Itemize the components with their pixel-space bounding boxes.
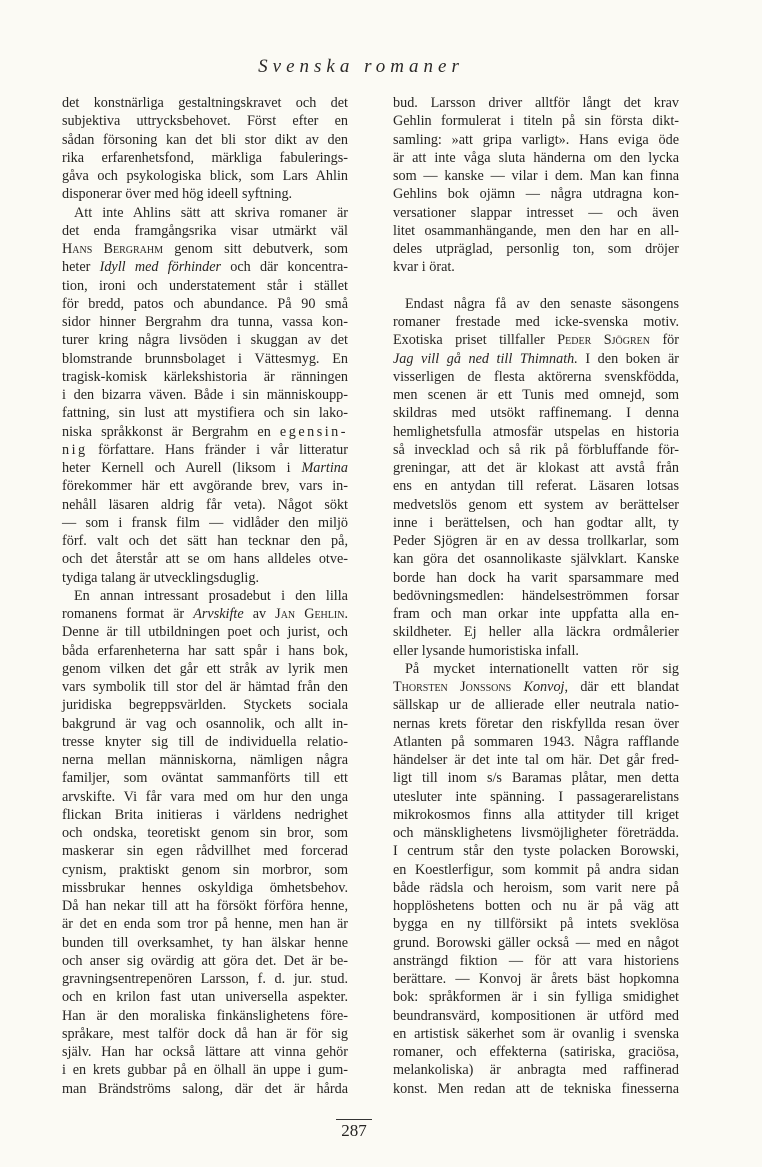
text-line — [393, 678, 679, 696]
text-line: Peder Sjögren är en av dessa trollkarlar, som — [393, 533, 679, 549]
text-line: disponerar över med hög ideell syftning. — [62, 186, 293, 203]
text-run: Exotiska priset tillfaller — [393, 332, 558, 349]
page-number: 287 — [336, 1119, 372, 1141]
text-line: och ondska, teoretiskt genom sin bror, som — [62, 825, 348, 841]
text-line: visserligen de flesta aktörerna svenskfödda, — [393, 368, 679, 385]
text-line: själv. Han har också lättare att vinna gehör — [62, 1044, 348, 1060]
text-line: bunden till overksamhet, ty han älskar henne — [62, 934, 348, 951]
italic-title: Idyll med förhinder — [99, 259, 222, 276]
text-line: och mänsklighetens livsmöjligheter företrädda. — [393, 825, 679, 841]
text-run: genom sitt debutverk, som — [163, 241, 348, 257]
running-head: Svenska romaner — [258, 56, 464, 77]
text-run: heter — [62, 259, 100, 276]
text-run: och där koncentra- — [221, 259, 348, 276]
text-line — [62, 240, 348, 258]
text-run: för — [649, 332, 679, 349]
text-line — [393, 331, 679, 349]
text-line — [62, 459, 348, 477]
author-name: Peder Sjögren — [557, 332, 650, 349]
text-line: ansträngd fiktion — för att vara historiens — [393, 952, 679, 969]
text-line — [393, 350, 679, 368]
text-line: hemlighetsfulla atmosfär utspelas en historia — [393, 423, 679, 440]
text-line: i en krets gubbar på en ölhall än uppe i gum- — [62, 1062, 348, 1079]
text-line: Då han nekar till att ha försökt förföra henne, — [62, 898, 348, 914]
paragraph — [62, 204, 348, 587]
text-line: det konstnärliga gestaltningskravet och det — [62, 95, 348, 111]
text-line: Han är den moraliska finkänslighetens före- — [62, 1007, 348, 1024]
text-line: I centrum står den tyste polacken Borowski, — [393, 843, 679, 860]
text-line: nernas krets företar den riskfyllda resan över — [393, 715, 679, 732]
text-line: eller lysande humoristiska infall. — [393, 642, 579, 659]
text-line: är det en enda som tror på henne, men han är — [62, 916, 348, 933]
text-line: förf. valt och det sätt han tecknar den på, — [62, 533, 348, 549]
text-line — [62, 258, 348, 276]
text-run: författare. Hans fränder i vår litteratur — [87, 441, 348, 458]
text-line: det enda framgångsrika visar utmärkt väl — [62, 222, 348, 239]
text-run: . — [344, 606, 348, 622]
text-line: mikrokosmos finns alla attityder till kriget — [393, 806, 679, 823]
text-line: händelser är det inte tal om här. Det går fred- — [393, 752, 679, 768]
text-line: berättare. — Konvoj är årets bäst hopkomna — [393, 971, 679, 987]
text-line: Gehlins bok ojämn — några utdragna kon- — [393, 186, 679, 203]
text-run: niska språkkonst är Bergrahm en — [62, 423, 280, 440]
text-line: kvar i örat. — [393, 259, 455, 276]
text-line: tion, ironi och understatement står i stället — [62, 277, 348, 294]
text-line: båda erfarenheterna har satt spår i hans bok, — [62, 642, 348, 659]
text-line: genom vilken det går ett stråk av lyrik men — [62, 660, 348, 677]
text-run — [511, 679, 523, 695]
text-line: bud. Larsson driver alltför långt det krav — [393, 95, 679, 111]
text-line: tydiga talang är utvecklingsduglig. — [62, 569, 260, 586]
text-line: både rädsla och heroism, som varit nere på — [393, 879, 679, 896]
text-run: heter Kernell och Aurell (liksom i — [62, 460, 302, 476]
text-line: hopplöshetens botten och nu är på väg att — [393, 898, 679, 914]
text-line: fram och man orkar inte uppfatta alla en- — [393, 606, 679, 622]
text-line: rika erfarenhetsfond, märkliga fabulerings- — [62, 149, 348, 166]
text-line: deles utpräglad, personlig ton, som dröjer — [393, 241, 679, 257]
text-line: och det återstår att se om hans alldeles otve- — [62, 551, 348, 568]
author-name: Thorsten Jonssons — [393, 679, 512, 695]
text-line: en Koestlerfigur, som kommit på andra sidan — [393, 861, 679, 878]
text-line: romaner frestade med icke-svenska motiv. — [393, 314, 679, 330]
italic-title: Konvoj — [523, 679, 565, 695]
text-line: för bredd, patos och abundance. På 90 små — [62, 295, 348, 312]
text-line: melankoliska) är anbragta med raffinerad — [393, 1062, 679, 1079]
text-line: tragisk-komisk kärlekshistoria är ränningen — [62, 368, 348, 385]
paragraph — [62, 94, 348, 204]
text-line: skildheter. Ej heller alla läckra ordmålerier — [393, 624, 679, 641]
text-line: fattning, sin lust att mystifiera och sin lako- — [62, 405, 348, 422]
text-line: cynism, praktiskt genom sin morbror, som — [62, 861, 348, 878]
italic-title: Jag vill gå ned till Thimnath. — [393, 350, 578, 367]
author-name: Jan Gehlin — [275, 606, 345, 622]
text-line: tresse knyter sig till de individuella relatio- — [62, 733, 348, 750]
text-line: bedövningsmedlen: händelseströmmen forsar — [393, 587, 679, 604]
text-line — [62, 605, 348, 623]
text-line: arvskifte. Vi får vara med om hur den unga — [62, 788, 348, 805]
text-line: Endast några få av den senaste säsongens — [405, 295, 679, 312]
text-line: bakgrund är vag och osannolik, och allt in- — [62, 715, 348, 732]
text-line: subjektiva uttrycksbehovet. Först efter en — [62, 113, 348, 130]
text-line: skildras med utsökt raffinemang. I denna — [393, 405, 679, 422]
text-line: juridiska begreppsvärlden. Styckets sociala — [62, 697, 348, 714]
text-line: är att inte våga sluta händerna om den lycka — [393, 149, 679, 166]
text-line — [62, 441, 348, 459]
text-line: Gehlin formulerat i titeln på sin första dikt- — [393, 113, 679, 130]
text-line: grund. Borowski gäller också — med en något — [393, 934, 679, 951]
text-line: nehåll läsaren aldrig får veta). Något sökt — [62, 496, 348, 513]
spaced-text: egensin- — [279, 423, 348, 440]
text-run: av — [243, 606, 276, 622]
text-line: förekommer här ett avgörande brev, vars in- — [62, 478, 348, 495]
text-line: missbrukar hennes oskyldiga ömhetsbehov. — [62, 879, 348, 896]
text-line: som — kanske — vilar i dem. Man kan finna — [393, 168, 679, 184]
text-line: borde han dock ha varit sparsammare med — [393, 569, 679, 586]
text-line: beundransvärd, kompositionen är utförd med — [393, 1007, 679, 1024]
paragraph-gap — [393, 277, 679, 295]
text-line: sådan försoning kan det bli stor dikt av den — [62, 131, 348, 148]
text-run: , där ett blandat — [564, 679, 680, 695]
text-line: vars symbolik till stor del är hämtad från den — [62, 679, 348, 695]
text-line: — som i fransk film — vidlåder den miljö — [62, 514, 348, 531]
text-line: och en krilon fast utan universella aspekter. — [62, 989, 348, 1006]
text-line: gravningsentrepenören Larsson, f. d. jur. stud. — [62, 971, 348, 987]
text-line: bygga en ny tillförsikt på intets sveklösa — [393, 916, 679, 933]
text-line: språkare, mest talför dock då han är för sig — [62, 1025, 348, 1042]
text-line: sällskap ur de allierade eller neutrala natio- — [393, 697, 679, 714]
text-line: På mycket internationellt vatten rör sig — [405, 660, 679, 677]
text-line: blomstrande brunnsbolaget i Vättesmyg. En — [62, 350, 348, 367]
text-line: En annan intressant prosadebut i den lilla — [74, 587, 348, 604]
spaced-text: nig — [62, 441, 88, 458]
text-line: flickan Brita initieras i världens nedrighet — [62, 806, 348, 823]
paragraph — [62, 587, 348, 1098]
text-line: inne i berättelsen, och han godtar allt, ty — [393, 514, 679, 531]
text-line: medvetslös genom ett system av berättelser — [393, 496, 679, 513]
italic-title: Arvskifte — [193, 606, 244, 622]
text-line: i den bizarra väven. Både i sin människoupp- — [62, 387, 348, 403]
text-run: I den boken är — [577, 350, 679, 367]
text-line: samling: »att gripa varligt». Hans eviga öde — [393, 131, 679, 148]
text-line: nerna mellan människorna, nämligen några — [62, 752, 348, 768]
text-line: Denne är till utbildningen poet och jurist, och — [62, 624, 348, 641]
text-line: gåva och psykologiska blick, som Lars Ahlin — [62, 168, 348, 184]
text-line: romaner, och effekterna (satiriska, graciösa, — [393, 1044, 679, 1060]
text-line: ligt till inom s/s Baramas plåtar, men detta — [393, 770, 679, 787]
italic-title: Martina — [301, 460, 348, 476]
text-line: man Brändströms salong, där det är hårda — [62, 1080, 348, 1097]
text-line: och anser sig ovärdig att göra det. Det är be- — [62, 952, 348, 969]
paragraph — [393, 94, 679, 277]
text-line: bok: språkformen är i sin fylliga smidighet — [393, 989, 679, 1006]
text-line: Att inte Ahlins sätt att skriva romaner är — [74, 204, 348, 221]
left-column — [62, 94, 348, 1098]
text-line: familjer, som oväntat sammanförts till ett — [62, 770, 348, 787]
text-line: men scenen är ett Tunis med omnejd, som — [393, 387, 679, 403]
text-line: ens en antydan till referat. Läsaren lotsas — [393, 478, 679, 495]
right-column — [393, 94, 679, 1098]
text-line: turer kring några livsöden i skuggan av det — [62, 332, 348, 349]
text-line: sidor hinner Bergrahm dra tunna, vassa kon- — [62, 314, 348, 330]
text-line: Atlanten på sommaren 1943. Några rafflande — [393, 733, 679, 750]
paragraph — [393, 295, 679, 660]
text-line: så invecklad och så rik på förbluffande för- — [393, 441, 679, 458]
text-line: greningar, att det är klokast att avstå från — [393, 460, 679, 476]
text-line — [62, 423, 348, 441]
text-line: utesluter inte spänning. I passagerarelistans — [393, 788, 679, 805]
text-line: kan göra det osannolikaste självklart. Kanske — [393, 551, 679, 568]
text-run: romanens format är — [62, 606, 194, 622]
text-line: versationer slappar intresset — och även — [393, 204, 679, 221]
text-line: litet osammanhängande, men den har en all- — [393, 222, 679, 239]
text-line: en artistisk säkerhet som är ovanlig i svenska — [393, 1025, 679, 1042]
text-line: maskerar sin egen rådvillhet med forcerad — [62, 843, 348, 860]
text-line: konst. Men redan att de tekniska finesserna — [393, 1080, 679, 1097]
paragraph — [393, 660, 679, 1098]
author-name: Hans Bergrahm — [62, 241, 163, 257]
